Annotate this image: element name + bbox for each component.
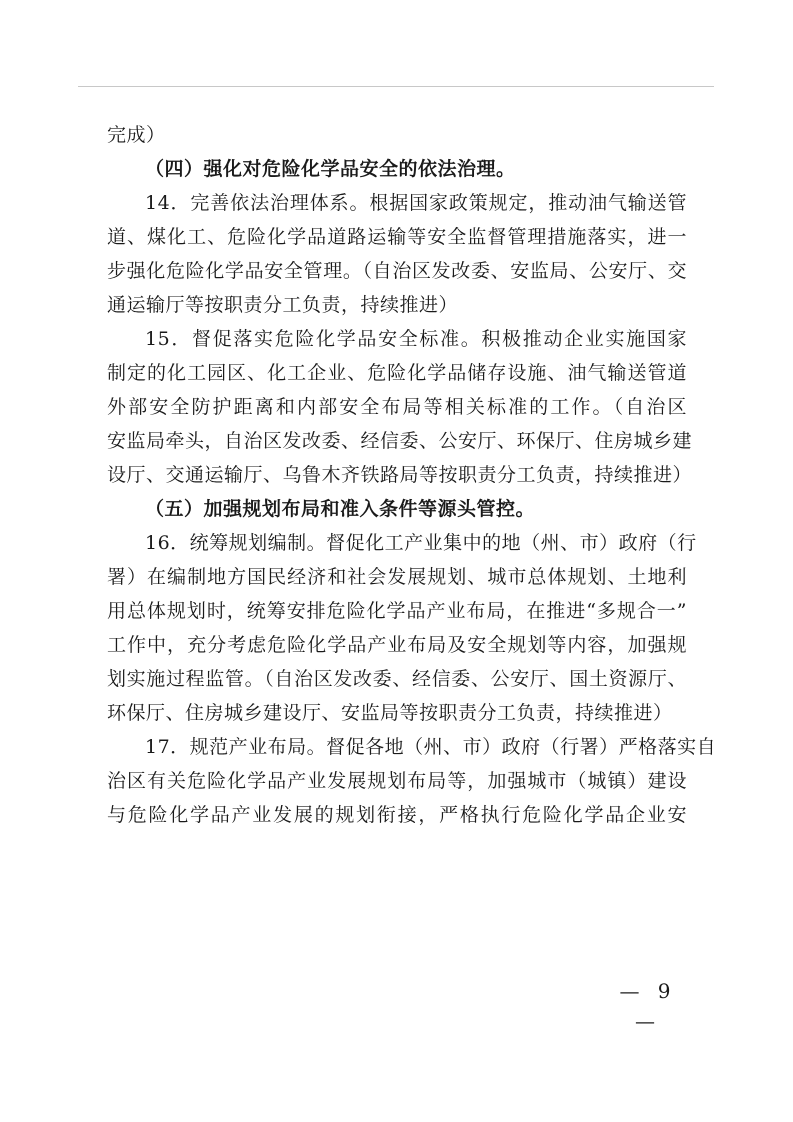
- paragraph-line: 用总体规划时，统筹安排危险化学品产业布局，在推进“多规合一”: [107, 600, 687, 622]
- paragraph-line: 署）在编制地方国民经济和社会发展规划、城市总体规划、土地利: [107, 566, 687, 588]
- paragraph-line: 外部安全防护距离和内部安全布局等相关标准的工作。（自治区: [107, 396, 687, 418]
- paragraph-line: 设厅、交通运输厅、乌鲁木齐铁路局等按职责分工负责，持续推进）: [107, 464, 693, 486]
- paragraph-line: 17．规范产业布局。督促各地（州、市）政府（行署）严格落实自: [145, 736, 717, 758]
- text-line: 完成）: [107, 124, 166, 146]
- paragraph-line: 15．督促落实危险化学品安全标准。积极推动企业实施国家: [145, 328, 687, 350]
- section-heading: （四）强化对危险化学品安全的依法治理。: [145, 158, 516, 180]
- document-body: [107, 118, 717, 832]
- paragraph-line: 安监局牵头，自治区发改委、经信委、公安厅、环保厅、住房城乡建: [107, 430, 693, 452]
- paragraph-line: 工作中，充分考虑危险化学品产业布局及安全规划等内容，加强规: [107, 634, 687, 656]
- paragraph-line: 环保厅、住房城乡建设厅、安监局等按职责分工负责，持续推进）: [107, 702, 673, 724]
- paragraph-line: 通运输厅等按职责分工负责，持续推进）: [107, 294, 459, 316]
- paragraph-line: 步强化危险化学品安全管理。（自治区发改委、安监局、公安厅、交: [107, 260, 687, 282]
- paragraph-line: 与危险化学品产业发展的规划衔接，严格执行危险化学品企业安: [107, 804, 687, 826]
- paragraph-line: 16．统筹规划编制。督促化工产业集中的地（州、市）政府（行: [145, 532, 697, 554]
- paragraph-line: 14．完善依法治理体系。根据国家政策规定，推动油气输送管: [145, 192, 687, 214]
- header-rule: [78, 86, 714, 87]
- page-number: — 9 —: [619, 979, 677, 1033]
- paragraph-line: 治区有关危险化学品产业发展规划布局等，加强城市（城镇）建设: [107, 770, 687, 792]
- paragraph-line: 道、煤化工、危险化学品道路运输等安全监督管理措施落实，进一: [107, 226, 687, 248]
- paragraph-line: 划实施过程监管。（自治区发改委、经信委、公安厅、国土资源厅、: [107, 668, 687, 690]
- paragraph-line: 制定的化工园区、化工企业、危险化学品储存设施、油气输送管道: [107, 362, 687, 384]
- section-heading: （五）加强规划布局和准入条件等源头管控。: [145, 498, 536, 520]
